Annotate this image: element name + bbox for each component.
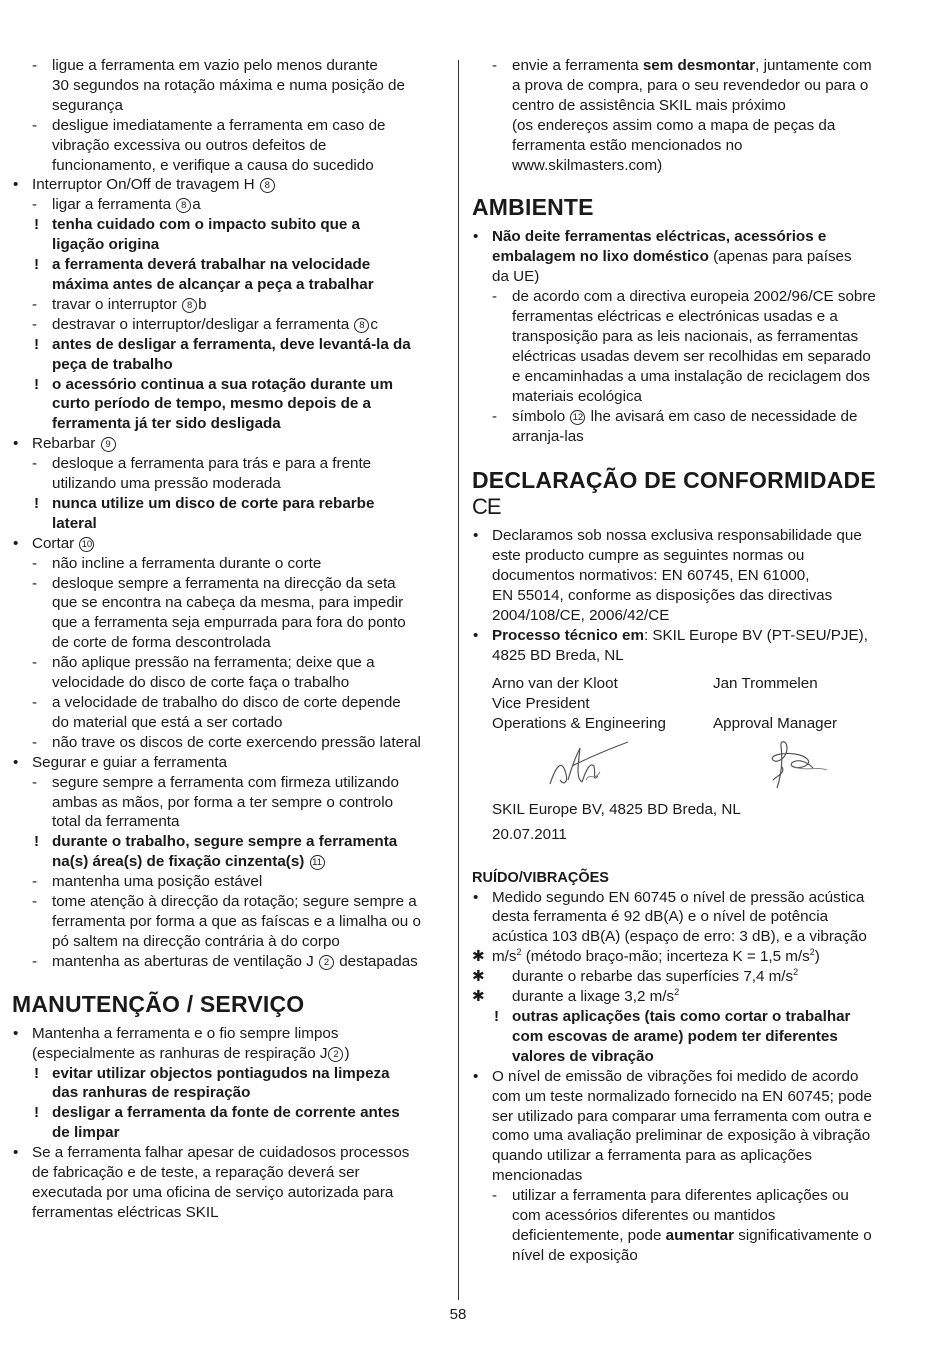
warning-item-cont: máxima antes de alcançar a peça a trabalhar bbox=[52, 275, 374, 293]
bullet-item-cont: (especialmente as ranhuras de respiração J 2 ) bbox=[32, 1044, 350, 1062]
list-item: - ligar a ferramenta 8 a bbox=[32, 196, 201, 214]
vibration-item: ✱ durante o rebarbe das superfícies 7,4 $m/s^2$ bbox=[472, 967, 799, 986]
signature-2-icon bbox=[747, 736, 837, 794]
section-heading-ruido: RUÍDO/VIBRAÇÕES bbox=[472, 869, 609, 886]
warning-item-cont: de limpar bbox=[52, 1124, 120, 1142]
bullet-item: • Declaramos sob nossa exclusiva responsabilidade que bbox=[473, 527, 862, 545]
list-item-cont: que se encontra na cabeça da mesma, para impedir bbox=[52, 594, 404, 612]
list-item-cont: 30 segundos na rotação máxima e numa posição de bbox=[52, 76, 405, 94]
ref-number-icon: 10 bbox=[79, 537, 94, 552]
list-item-cont: ambas as mãos, por forma a ter sempre o controlo bbox=[52, 793, 394, 811]
section-heading-declaracao: DECLARAÇÃO DE CONFORMIDADE bbox=[472, 467, 876, 494]
warning-item: ! outras aplicações (tais como cortar o trabalhar bbox=[494, 1008, 851, 1025]
bullet-item-cont: ser utilizado para comparar uma ferramenta com outra e bbox=[492, 1107, 872, 1125]
list-item-cont: utilizando uma pressão moderada bbox=[52, 475, 281, 493]
signature-1-icon bbox=[542, 736, 632, 794]
signatory-title: Approval Manager bbox=[713, 714, 838, 732]
bullet-item-cont: desta ferramenta é 92 dB(A) e o nível de potência bbox=[492, 908, 829, 926]
bullet-item-cont: acústica 103 dB(A) (espaço de erro: 3 dB), e a vibração bbox=[492, 928, 867, 946]
bullet-item-cont: 4825 BD Breda, NL bbox=[492, 646, 624, 664]
bullet-item-cont: executada por uma oficina de serviço autorizada para bbox=[32, 1183, 394, 1201]
warning-item-cont: curto período de tempo, mesmo depois de a bbox=[52, 395, 371, 413]
signatories bbox=[472, 674, 908, 736]
warning-item: ! desligar a ferramenta da fonte de corrente antes bbox=[34, 1104, 400, 1122]
bullet-item-cont: da UE) bbox=[492, 268, 540, 286]
warning-item-cont: das ranhuras de respiração bbox=[52, 1084, 251, 1102]
list-item: - mantenha uma posição estável bbox=[32, 873, 263, 891]
bullet-item-cont: mencionadas bbox=[492, 1167, 583, 1185]
list-item-cont: a prova de compra, para o seu revendedor ou para o bbox=[512, 76, 869, 94]
warning-item-cont: com escovas de arame) podem ter diferentes bbox=[512, 1027, 838, 1045]
website-link[interactable]: www.skilmasters.com) bbox=[512, 156, 663, 174]
bullet-item-cont: EN 55014, conforme as disposições das directivas bbox=[492, 587, 833, 605]
signatory-title: Operations & Engineering bbox=[492, 714, 666, 732]
bullet-item-cont: de fabricação e de teste, a reparação deverá ser bbox=[32, 1164, 360, 1182]
list-item-cont: vibração excessiva ou outros defeitos de bbox=[52, 136, 327, 154]
warning-item: ! o acessório continua a sua rotação durante um bbox=[34, 375, 393, 393]
list-item-cont: funcionamento, e verifique a causa do sucedido bbox=[52, 156, 374, 174]
list-item-cont: total da ferramenta bbox=[52, 813, 180, 831]
right-column bbox=[472, 56, 908, 1266]
list-item-cont: arranja-las bbox=[512, 427, 584, 445]
warning-item: ! durante o trabalho, segure sempre a ferramenta bbox=[34, 833, 398, 851]
list-item-cont: ferramenta por forma a que as faíscas e a limalha ou o bbox=[52, 912, 421, 930]
warning-item-cont: peça de trabalho bbox=[52, 355, 173, 373]
column-divider bbox=[458, 60, 459, 1300]
signature-area bbox=[472, 736, 908, 796]
list-item-cont: deficientemente, pode aumentar significativamente o bbox=[512, 1226, 872, 1244]
list-item: - segure sempre a ferramenta com firmeza utilizando bbox=[32, 773, 399, 791]
bullet-item: • Mantenha a ferramenta e o fio sempre limpos bbox=[13, 1024, 339, 1042]
ref-number-icon: 12 bbox=[570, 410, 585, 425]
bullet-item: • O nível de emissão de vibrações foi medido de acordo bbox=[473, 1067, 859, 1085]
list-item-cont: centro de assistência SKIL mais próximo bbox=[512, 96, 786, 114]
bullet-item-cont: documentos normativos: EN 60745, EN 61000, bbox=[492, 567, 810, 585]
ce-mark-icon: CE bbox=[472, 494, 501, 520]
section-heading-manutencao: MANUTENÇÃO / SERVIÇO bbox=[12, 990, 305, 1017]
list-item: - tome atenção à direcção da rotação; segure sempre a bbox=[32, 893, 417, 911]
ref-number-icon: 2 bbox=[328, 1047, 343, 1062]
asterisk-icon: ✱ bbox=[472, 968, 485, 986]
list-item: - mantenha as aberturas de ventilação J 2 destapadas bbox=[32, 952, 418, 970]
ref-number-icon: 11 bbox=[310, 855, 325, 870]
asterisk-icon: ✱ bbox=[472, 948, 485, 966]
bullet-item: • Interruptor On/Off de travagem H 8 bbox=[12, 175, 448, 195]
signatory-2 bbox=[713, 674, 837, 734]
list-item-cont: que a ferramenta seja empurrada para fora do ponto bbox=[52, 614, 406, 632]
list-item-cont: pó saltem na direcção contrária à do corpo bbox=[52, 932, 340, 950]
vibration-item: ✱ $m/s^2$ (método braço-mão; incerteza K = 1,5 $m/s^2$) bbox=[472, 947, 820, 966]
ref-number-icon: 8 bbox=[176, 198, 191, 213]
list-item: - utilizar a ferramenta para diferentes aplicações ou bbox=[492, 1187, 849, 1205]
list-item: - a velocidade de trabalho do disco de corte depende bbox=[32, 694, 401, 711]
bullet-item-cont: 2004/108/CE, 2006/42/CE bbox=[492, 607, 670, 625]
list-item-cont: transposição para as leis nacionais, as ferramentas bbox=[512, 327, 859, 345]
warning-item-cont: valores de vibração bbox=[512, 1047, 654, 1065]
list-item-cont: ferramentas eléctricas e electrónicas usadas e a bbox=[512, 308, 838, 326]
vibration-item: ✱ durante a lixage 3,2 $m/s^2$ bbox=[472, 987, 680, 1006]
ref-number-icon: 8 bbox=[354, 318, 369, 333]
list-item: - não aplique pressão na ferramenta; deixe que a bbox=[32, 654, 375, 672]
signatory-name: Jan Trommelen bbox=[713, 674, 818, 692]
left-column bbox=[12, 56, 448, 1223]
bullet-item: • Segurar e guiar a ferramenta bbox=[13, 753, 228, 771]
signatory-title: Vice President bbox=[492, 694, 590, 712]
warning-item: ! tenha cuidado com o impacto subito que a bbox=[34, 216, 360, 234]
list-item: - desligue imediatamente a ferramenta em caso de bbox=[32, 116, 386, 134]
declaration-date: 20.07.2011 bbox=[492, 825, 567, 843]
list-item: - símbolo 12 lhe avisará em caso de necessidade de bbox=[492, 407, 858, 425]
list-item-cont: velocidade do disco de corte faça o trabalho bbox=[52, 674, 350, 692]
asterisk-icon: ✱ bbox=[472, 988, 485, 1006]
bullet-item: • Não deite ferramentas eléctricas, acessórios e bbox=[473, 228, 827, 246]
list-item: - desloque sempre a ferramenta na direcção da seta bbox=[32, 574, 396, 592]
list-item: - não trave os discos de corte exercendo pressão lateral bbox=[32, 733, 421, 751]
ref-number-icon: 8 bbox=[182, 298, 197, 313]
warning-item: ! evitar utilizar objectos pontiagudos na limpeza bbox=[34, 1064, 390, 1082]
page-number: 58 bbox=[449, 1306, 467, 1323]
bullet-item-cont: embalagem no lixo doméstico (apenas para países bbox=[492, 248, 852, 266]
list-item-cont: nível de exposição bbox=[512, 1246, 638, 1264]
warning-item: ! nunca utilize um disco de corte para rebarbe bbox=[34, 494, 375, 512]
list-item: - não incline a ferramenta durante o corte bbox=[32, 554, 322, 572]
list-item-cont: eléctricas usadas devem ser recolhidas em separado bbox=[512, 347, 871, 365]
bullet-item-cont: este producto cumpre as seguintes normas ou bbox=[492, 547, 805, 565]
bullet-item: • Se a ferramenta falhar apesar de cuidadosos processos bbox=[13, 1144, 410, 1162]
ref-number-icon: 2 bbox=[319, 955, 334, 970]
warning-item-cont: na(s) área(s) de fixação cinzenta(s) 11 bbox=[12, 852, 448, 872]
signatory-1 bbox=[492, 674, 666, 734]
bullet-item-cont: quando utilizar a ferramenta para as aplicações bbox=[492, 1147, 812, 1165]
signatory-name: Arno van der Kloot bbox=[492, 674, 618, 692]
bullet-item: • Medido segundo EN 60745 o nível de pressão acústica bbox=[473, 888, 865, 906]
bullet-item-cont: como uma avaliação preliminar de exposição à vibração bbox=[492, 1127, 871, 1145]
list-item: - ligue a ferramenta em vazio pelo menos durante bbox=[32, 57, 378, 74]
list-item: - envie a ferramenta sem desmontar, juntamente com bbox=[492, 57, 872, 74]
list-item-cont: ferramenta estão mencionados no bbox=[512, 136, 743, 154]
warning-item-cont: ferramenta já ter sido desligada bbox=[52, 415, 281, 433]
ref-number-icon: 9 bbox=[101, 437, 116, 452]
list-item: - desloque a ferramenta para trás e para a frente bbox=[32, 455, 372, 473]
warning-item-cont: ligação origina bbox=[52, 236, 160, 254]
bullet-item: • Cortar 10 bbox=[12, 534, 448, 554]
list-item: - de acordo com a directiva europeia 2002/96/CE sobre bbox=[492, 288, 876, 306]
section-heading-ambiente: AMBIENTE bbox=[472, 194, 594, 221]
list-item-cont: (os endereços assim como a mapa de peças da bbox=[512, 116, 836, 134]
list-item: - travar o interruptor 8 b bbox=[32, 295, 207, 313]
warning-item: ! antes de desligar a ferramenta, deve levantá-la da bbox=[34, 335, 411, 353]
bullet-item: • Processo técnico em: SKIL Europe BV (PT-SEU/PJE), bbox=[473, 626, 868, 644]
bullet-item-cont: com um teste normalizado fornecido na EN 60745; pode bbox=[492, 1087, 872, 1105]
list-item-cont: de corte de forma descontrolada bbox=[52, 634, 271, 652]
warning-item: ! a ferramenta deverá trabalhar na velocidade bbox=[34, 256, 371, 274]
bullet-item: • Rebarbar 9 bbox=[12, 434, 448, 454]
list-item-cont: materiais ecológica bbox=[512, 387, 642, 405]
list-item-cont: e encaminhadas a uma instalação de reciclagem dos bbox=[512, 367, 870, 385]
company-address: SKIL Europe BV, 4825 BD Breda, NL bbox=[492, 800, 741, 818]
list-item-cont: com acessórios diferentes ou mantidos bbox=[512, 1207, 776, 1225]
warning-item-cont: lateral bbox=[52, 514, 97, 532]
ref-number-icon: 8 bbox=[260, 178, 275, 193]
list-item-cont: do material que está a ser cortado bbox=[52, 713, 283, 731]
list-item: - destravar o interruptor/desligar a ferramenta 8 c bbox=[32, 315, 378, 333]
bullet-item-cont: ferramentas eléctricas SKIL bbox=[32, 1203, 219, 1221]
list-item-cont: segurança bbox=[52, 96, 123, 114]
